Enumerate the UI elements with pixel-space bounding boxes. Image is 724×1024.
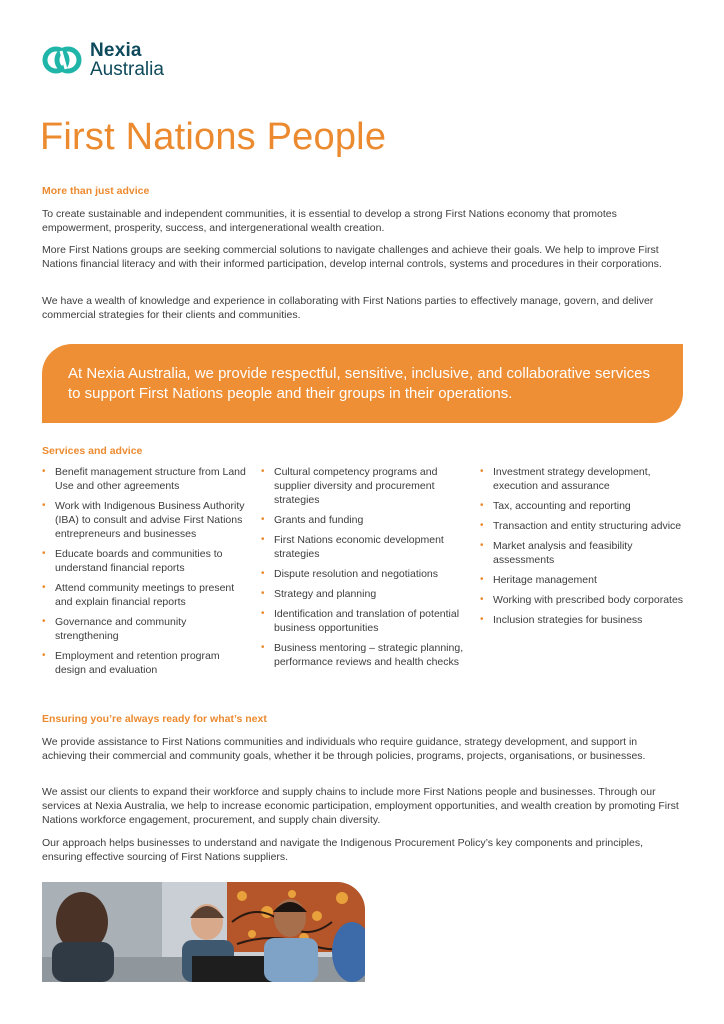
callout-text: At Nexia Australia, we provide respectful, sensitive, inclusive, and collaborative services to support First Nations people and their groups in their operations. [68, 365, 650, 402]
ready-paragraph-2: We assist our clients to expand their workforce and supply chains to include more First Nations people and businesses. Through our services at Nexia Australia, we help to increase economic participation, employment opportunities, and wealth creation by promoting First Nations workforce engagement, procurement, and supply chain diversity. [42, 786, 679, 826]
services-heading: Services and advice [42, 445, 143, 457]
list-item: • Benefit management structure from Land Use and other agreements [42, 466, 246, 492]
list-item: • Market analysis and feasibility assessments [480, 540, 633, 566]
intro-paragraph-2: More First Nations groups are seeking commercial solutions to navigate challenges and achieve their goals. We help to improve First Nations financial literacy and with their informed participation, develop internal controls, systems and procedures in their corporations. [42, 244, 662, 270]
list-item: • Investment strategy development, execution and assurance [480, 466, 651, 492]
logo-wordmark-secondary: Australia [90, 59, 164, 80]
intro-paragraph-1: To create sustainable and independent communities, it is essential to develop a strong First Nations economy that promotes empowerment, prosperity, success, and intergenerational wealth creation. [42, 208, 617, 234]
services-column-3 [480, 465, 685, 633]
list-item: • Cultural competency programs and supplier diversity and procurement strategies [261, 466, 438, 506]
list-item: • Transaction and entity structuring advice [480, 520, 682, 532]
list-item: • Business mentoring – strategic planning, performance reviews and health checks [261, 642, 464, 668]
list-item: • Identification and translation of potential business opportunities [261, 608, 460, 634]
page-title: First Nations People [40, 116, 387, 158]
ready-paragraph-1: We provide assistance to First Nations communities and individuals who require guidance, strategy development, and support in achieving their commercial and community goals, whether it be through policies, programs, projects, organisations, or businesses. [42, 736, 646, 762]
list-item: • Strategy and planning [261, 588, 377, 600]
team-meeting-illustration [42, 882, 365, 982]
list-item: • Dispute resolution and negotiations [261, 568, 439, 580]
list-item: • Educate boards and communities to understand financial reports [42, 548, 223, 574]
intro-paragraph-3: We have a wealth of knowledge and experience in collaborating with First Nations parties to effectively manage, govern, and deliver commercial strategies for their clients and communities. [42, 295, 654, 321]
list-item: • Inclusion strategies for business [480, 614, 643, 626]
list-item: • Grants and funding [261, 514, 364, 526]
intro-heading: More than just advice [42, 185, 150, 197]
logo-wordmark-primary: Nexia [90, 40, 142, 61]
list-item: • Attend community meetings to present and explain financial reports [42, 582, 235, 608]
services-column-1 [42, 465, 247, 683]
list-item: • First Nations economic development strategies [261, 534, 444, 560]
nexia-logo [42, 40, 164, 80]
nexia-logo-icon [42, 40, 82, 80]
ready-paragraph-3: Our approach helps businesses to understand and navigate the Indigenous Procurement Policy’s key components and principles, ensuring effective sourcing of First Nations suppliers. [42, 837, 644, 863]
list-item: • Heritage management [480, 574, 597, 586]
services-column-2 [261, 465, 466, 675]
list-item: • Employment and retention program design and evaluation [42, 650, 220, 676]
list-item: • Work with Indigenous Business Authority (IBA) to consult and advise First Nations entrepreneurs and businesses [42, 500, 245, 540]
team-meeting-photo [42, 882, 365, 982]
ready-heading: Ensuring you’re always ready for what’s next [42, 713, 267, 725]
list-item: • Working with prescribed body corporates [480, 594, 684, 606]
list-item: • Governance and community strengthening [42, 616, 187, 642]
list-item: • Tax, accounting and reporting [480, 500, 631, 512]
callout-banner [42, 344, 683, 423]
